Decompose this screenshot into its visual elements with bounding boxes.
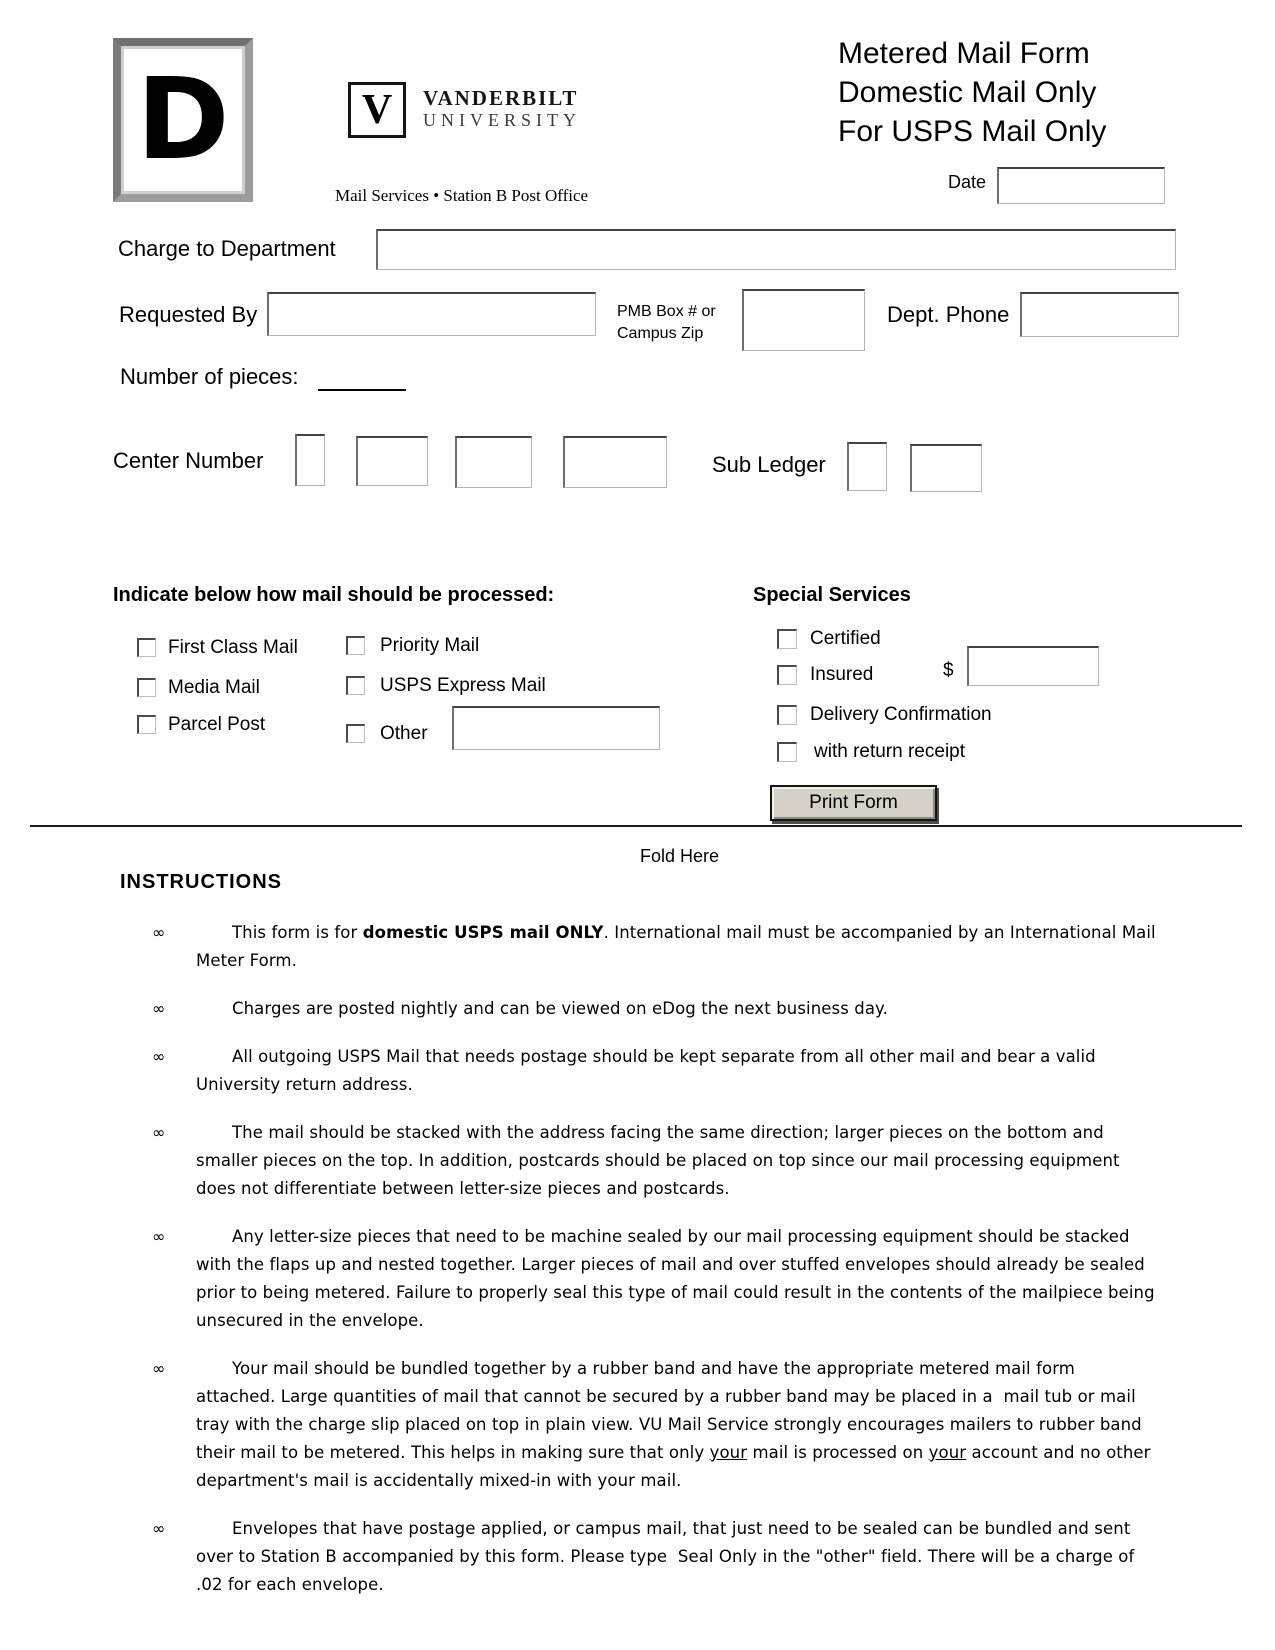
insured-checkbox[interactable]: [777, 665, 797, 685]
pmb-box-label-line2: Campus Zip: [617, 325, 704, 342]
parcel-post-checkbox[interactable]: [137, 715, 156, 734]
form-title-line2: Domestic Mail Only: [838, 76, 1097, 109]
pmb-box-label-line1: PMB Box # or: [617, 303, 716, 320]
fold-divider-line: [30, 825, 1242, 827]
instruction-item: [152, 1515, 1159, 1599]
first-class-mail-label: First Class Mail: [168, 637, 298, 658]
infinity-bullet-icon: ∞: [152, 1123, 166, 1142]
dollar-sign-label: $: [943, 660, 954, 681]
form-title-line1: Metered Mail Form: [838, 37, 1090, 70]
date-label: Date: [948, 172, 987, 192]
center-number-box-3[interactable]: [455, 436, 532, 488]
instruction-text: [196, 919, 1162, 975]
processing-heading: Indicate below how mail should be processed:: [113, 584, 555, 606]
return-receipt-checkbox[interactable]: [777, 742, 797, 762]
vanderbilt-wordmark: VANDERBILT: [423, 86, 579, 110]
instruction-text-segment: Your mail should be bundled together by a rubber band and have the appropriate metered mail form attached. Large quantities of mail that cannot be secured by a rubber band may be placed in a mail tub or mail tray with the charge slip placed on top in plain view. VU Mail Service strongly encourages mailers to rubber band their mail to be metered. This helps in making sure that only: [196, 1359, 1148, 1462]
certified-checkbox[interactable]: [777, 629, 797, 649]
requested-by-label: Requested By: [119, 302, 258, 327]
other-checkbox[interactable]: [346, 724, 365, 743]
instruction-text-segment: mail is processed on: [747, 1443, 929, 1462]
instruction-text: [196, 1119, 1159, 1203]
instruction-item: [152, 919, 1162, 975]
media-mail-checkbox[interactable]: [137, 678, 156, 697]
center-number-box-4[interactable]: [563, 436, 667, 488]
instruction-text-segment: Charges are posted nightly and can be viewed on eDog the next business day.: [232, 999, 888, 1018]
dept-phone-input[interactable]: [1020, 292, 1179, 337]
instruction-text: [196, 1355, 1159, 1495]
mail-services-line: Mail Services • Station B Post Office: [335, 186, 589, 205]
instruction-text: [196, 995, 1159, 1023]
pmb-box-input[interactable]: [742, 289, 865, 351]
date-input[interactable]: [997, 167, 1165, 204]
instruction-item: [152, 1355, 1159, 1495]
university-wordmark: UNIVERSITY: [423, 110, 581, 130]
fold-here-label: Fold Here: [640, 846, 720, 866]
sub-ledger-label: Sub Ledger: [712, 452, 826, 477]
instructions-heading: INSTRUCTIONS: [120, 871, 282, 893]
instruction-text-segment: This form is for: [232, 923, 363, 942]
dept-phone-label: Dept. Phone: [887, 302, 1010, 327]
form-title: [838, 34, 1106, 151]
number-of-pieces-label: Number of pieces:: [120, 364, 299, 389]
infinity-bullet-icon: ∞: [152, 923, 166, 942]
media-mail-label: Media Mail: [168, 677, 260, 698]
infinity-bullet-icon: ∞: [152, 1359, 166, 1378]
infinity-bullet-icon: ∞: [152, 1519, 166, 1538]
sub-ledger-box-2[interactable]: [910, 444, 982, 492]
pmb-box-label: [617, 301, 716, 345]
infinity-bullet-icon: ∞: [152, 1047, 166, 1066]
instruction-item: [152, 1043, 1159, 1099]
center-number-box-2[interactable]: [356, 436, 428, 486]
other-input[interactable]: [452, 706, 660, 750]
instruction-text-segment: . International mail must be accompanied by an International Mail Meter Form.: [196, 923, 1162, 970]
priority-mail-checkbox[interactable]: [346, 636, 365, 655]
center-number-box-1[interactable]: [295, 434, 325, 486]
form-title-line3: For USPS Mail Only: [838, 115, 1107, 148]
instruction-text-segment: your: [928, 1443, 967, 1462]
vanderbilt-v-letter: V: [361, 87, 393, 133]
d-stamp-logo: [113, 38, 253, 202]
infinity-bullet-icon: ∞: [152, 1227, 166, 1246]
instruction-text-segment: The mail should be stacked with the address facing the same direction; larger pieces on the bottom and smaller pieces on the top. In addition, postcards should be placed on top since our mail processing equipment does not differentiate between letter-size pieces and postcards.: [196, 1123, 1125, 1198]
charge-to-department-label: Charge to Department: [118, 236, 336, 261]
priority-mail-label: Priority Mail: [380, 635, 480, 656]
usps-express-mail-label: USPS Express Mail: [380, 675, 546, 696]
instruction-text-segment: your: [709, 1443, 748, 1462]
instruction-text: [196, 1515, 1159, 1599]
requested-by-input[interactable]: [267, 292, 596, 336]
special-services-heading: Special Services: [753, 584, 911, 606]
instruction-item: [152, 995, 1159, 1023]
parcel-post-label: Parcel Post: [168, 714, 266, 735]
infinity-bullet-icon: ∞: [152, 999, 166, 1018]
center-number-label: Center Number: [113, 448, 264, 473]
number-of-pieces-blank-line[interactable]: [318, 368, 406, 391]
instruction-item: [152, 1119, 1159, 1203]
instruction-text-segment: Envelopes that have postage applied, or campus mail, that just need to be sealed can be bundled and sent over to Station B accompanied by this form. Please type Seal Only in the "other" field. There will be a charge of .02 for each envelope.: [196, 1519, 1140, 1594]
print-form-button-label: Print Form: [809, 792, 898, 813]
insured-label: Insured: [810, 664, 874, 685]
instruction-text-segment: account and no other department's mail is accidentally mixed-in with your mail.: [196, 1443, 1156, 1490]
charge-to-department-input[interactable]: [376, 229, 1176, 270]
vanderbilt-shield-icon: [348, 82, 406, 138]
sub-ledger-box-1[interactable]: [847, 442, 887, 491]
instructions-list: [152, 919, 1162, 1619]
d-stamp-letter: D: [136, 55, 230, 185]
instruction-text-segment: All outgoing USPS Mail that needs postage should be kept separate from all other mail and bear a valid University return address.: [196, 1047, 1102, 1094]
return-receipt-label: with return receipt: [814, 741, 966, 762]
instruction-text-segment: domestic USPS mail ONLY: [362, 923, 604, 942]
certified-label: Certified: [810, 628, 881, 649]
first-class-mail-checkbox[interactable]: [137, 638, 156, 657]
insured-amount-input[interactable]: [967, 646, 1099, 686]
print-form-button[interactable]: [770, 785, 937, 821]
other-label: Other: [380, 723, 428, 744]
delivery-confirmation-label: Delivery Confirmation: [810, 704, 992, 725]
delivery-confirmation-checkbox[interactable]: [777, 705, 797, 725]
instruction-item: [152, 1223, 1161, 1335]
instruction-text: [196, 1043, 1159, 1099]
instruction-text: [196, 1223, 1159, 1335]
instruction-text-segment: Any letter-size pieces that need to be machine sealed by our mail processing equipment should be stacked with the flaps up and nested together. Larger pieces of mail and over stuffed envelopes should already be sealed prior to being metered. Failure to properly seal this type of mail could result in the contents of the mailpiece being unsecured in the envelope.: [196, 1227, 1161, 1330]
usps-express-mail-checkbox[interactable]: [346, 676, 365, 695]
